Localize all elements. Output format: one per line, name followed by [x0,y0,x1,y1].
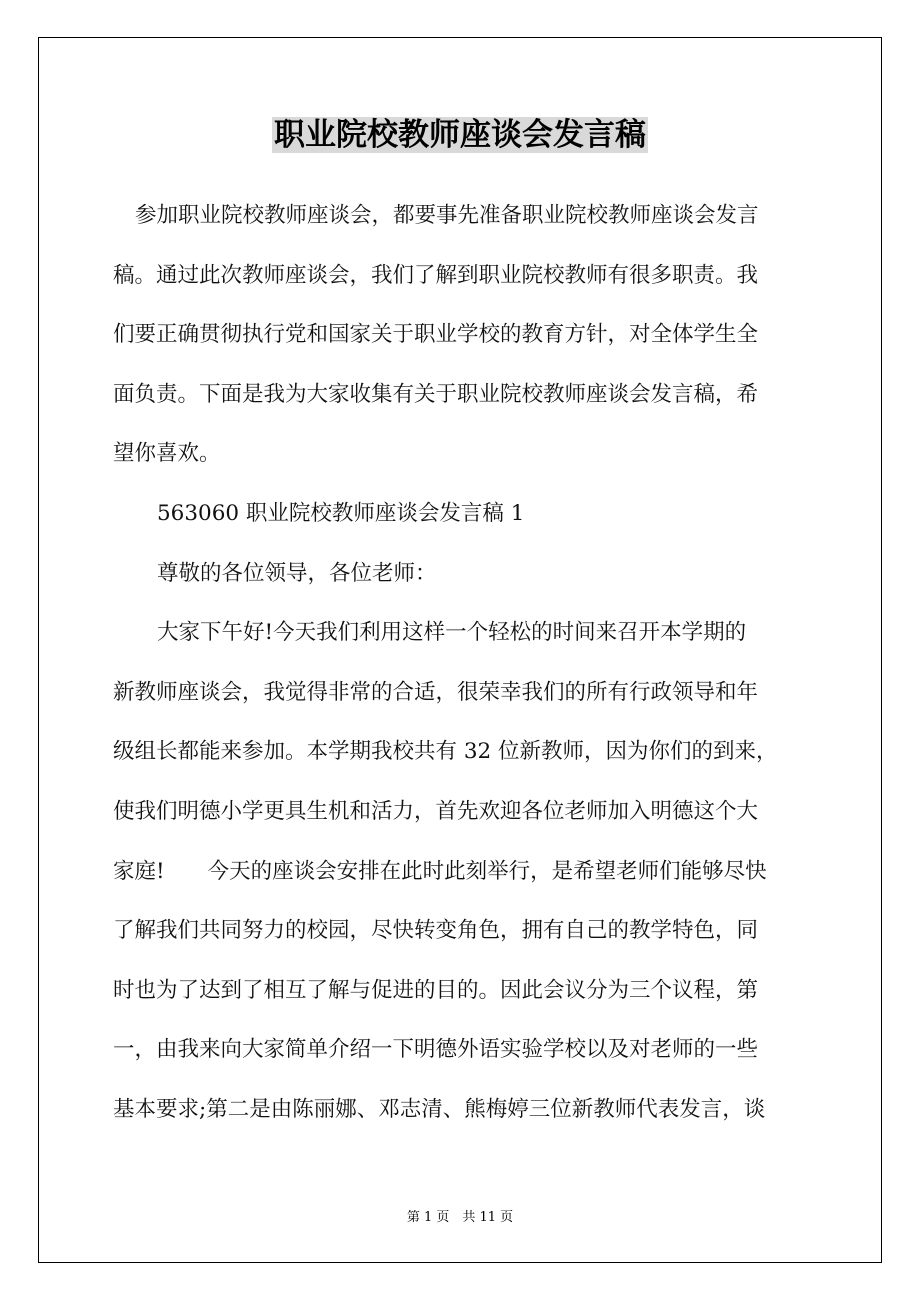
text-line: 们要正确贯彻执行党和国家关于职业学校的教育方针，对全体学生全 [113,322,759,348]
text-line: 基本要求;第二是由陈丽娜、邓志清、熊梅婷三位新教师代表发言，谈 [113,1096,766,1122]
section-heading: 563060 职业院校教师座谈会发言稿 1 [157,500,525,526]
text-line: 望你喜欢。 [113,441,221,467]
text-line: 参加职业院校教师座谈会，都要事先准备职业院校教师座谈会发言 [135,203,759,228]
document-title [0,112,920,158]
text-line: 时也为了达到了相互了解与促进的目的。因此会议分为三个议程，第 [113,977,759,1003]
document-title-text: 职业院校教师座谈会发言稿 [274,117,646,153]
text-line: 新教师座谈会，我觉得非常的合适，很荣幸我们的所有行政领导和年 [113,679,759,705]
salutation: 尊敬的各位领导，各位老师： [157,560,437,586]
text-line: 面负责。下面是我为大家收集有关于职业院校教师座谈会发言稿，希 [113,381,759,407]
text-line: 级组长都能来参加。本学期我校共有 32 位新教师，因为你们的到来， [113,739,778,765]
text-line: 使我们明德小学更具生机和活力，首先欢迎各位老师加入明德这个大 [113,798,759,824]
text-line: 家庭! 今天的座谈会安排在此时此刻举行，是希望老师们能够尽快 [113,858,767,884]
text-line: 稿。通过此次教师座谈会，我们了解到职业院校教师有很多职责。我 [113,262,759,288]
text-line: 大家下午好!今天我们利用这样一个轻松的时间来召开本学期的 [157,620,747,646]
page-number: 第 1 页 共 11 页 [406,1210,514,1225]
page-footer [0,1206,920,1225]
text-line: 一，由我来向大家简单介绍一下明德外语实验学校以及对老师的一些 [113,1037,759,1063]
document-body [113,186,813,1140]
text-line: 了解我们共同努力的校园，尽快转变角色，拥有自己的教学特色，同 [113,918,759,944]
